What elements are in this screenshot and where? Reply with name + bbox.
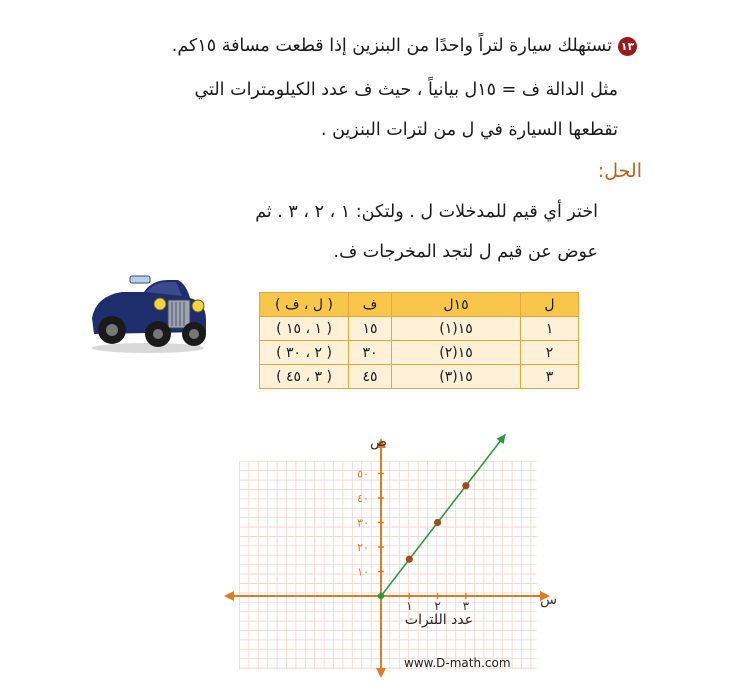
function-line [378,434,506,599]
problem-line-2: مثل الدالة ف = ١٥ل بيانياً ، حيث ف عدد الكيلومترات التي [194,80,618,100]
table-cell: ١٥(٢) [392,341,521,365]
table-cell: ١٥ [349,317,392,341]
table-cell: ١٥(١) [392,317,521,341]
solution-line-2: عوض عن قيم ل لتجد المخرجات ف. [333,242,598,262]
table-cell: ٤٥ [349,365,392,389]
table-cell: ( ٢ ، ٣٠ ) [260,341,349,365]
y-axis-bottom-arrow [376,668,386,678]
data-point [406,556,413,563]
table-header-cell: ( ل ، ف ) [260,293,349,317]
problem-number-badge: ١٣ [618,37,637,56]
x-tick-label: ٣ [462,599,470,613]
data-point [434,519,441,526]
table-cell: ( ١ ، ١٥ ) [260,317,349,341]
x-tick-label: ٢ [434,599,441,613]
problem-line-3: تقطعها السيارة في ل من لترات البنزين . [320,120,618,140]
y-tick-label: ٤٠ [357,492,369,505]
y-tick-label: ٢٠ [357,541,369,554]
table-cell: ٢ [521,341,579,365]
website-url: www.D-math.com [404,656,511,670]
y-tick-label: ٣٠ [357,516,369,530]
x-axis-label: عدد اللترات [404,612,474,628]
axes [224,438,550,678]
y-tick-label: ١٠ [357,565,369,579]
table-cell: ٣٠ [349,341,392,365]
y-tick-label: ٥٠ [357,467,369,481]
table-header-cell: ل [521,293,579,317]
function-line-arrow [496,434,505,444]
y-axis-symbol: ص [370,434,387,450]
grid [240,461,537,669]
data-point [462,482,469,489]
table-cell: ( ٣ ، ٤٥ ) [260,365,349,389]
solution-label: الحل: [597,160,642,182]
x-axis-symbol: س [540,592,558,608]
solution-line-1: اختر أي قيم للمدخلات ل . ولتكن: ١ ، ٢ ، ٣ . ثم [255,202,598,222]
x-tick-label: ١ [406,599,413,613]
table-header-cell: ١٥ل [392,293,521,317]
problem-line-1-text: تستهلك سيارة لتراً واحدًا من البنزين إذا قطعت مسافة ١٥كم. [171,36,612,56]
table-cell: ١ [521,317,579,341]
x-axis-left-arrow [224,591,234,601]
table-header-cell: ف [349,293,392,317]
table-cell: ٣ [521,365,579,389]
origin-point [378,593,384,599]
table-cell: ١٥(٣) [392,365,521,389]
